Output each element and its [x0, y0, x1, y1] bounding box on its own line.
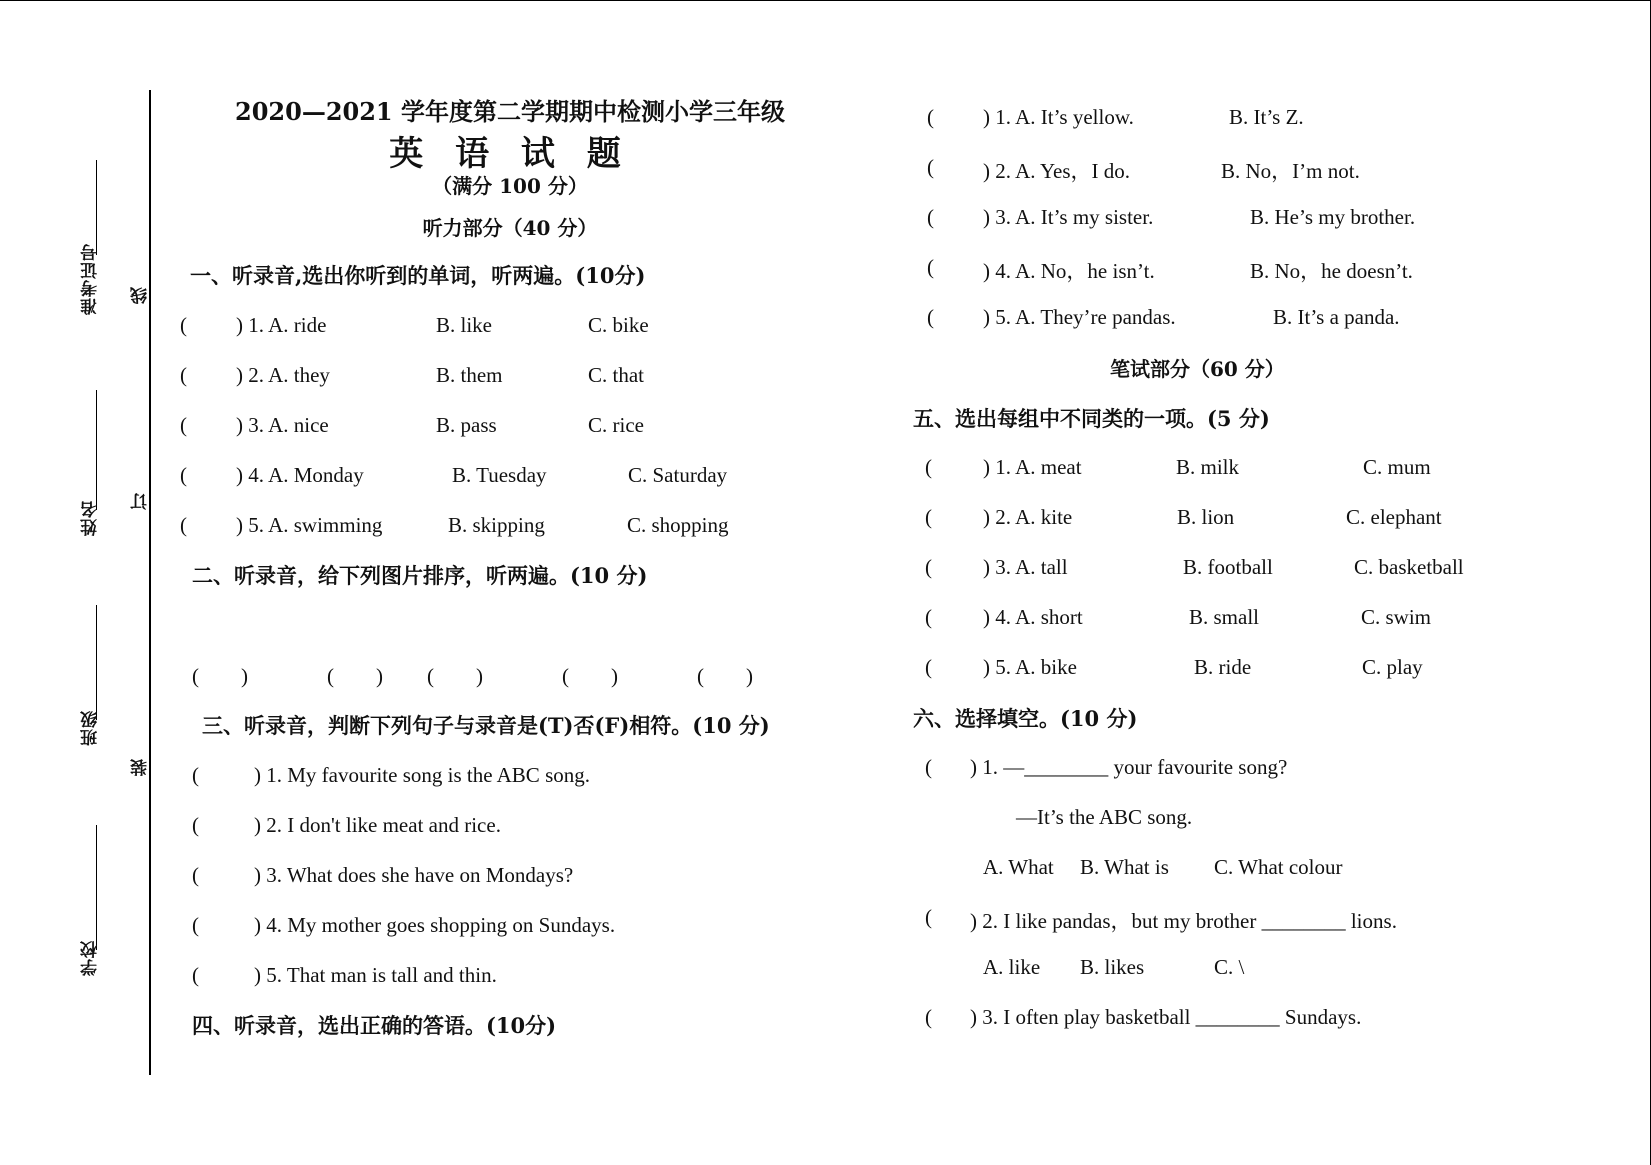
s1-q5-b: B. skipping	[448, 513, 545, 537]
section5-title: 五、选出每组中不同类的一项。(5 分)	[913, 406, 1270, 431]
s5-q1-b: B. milk	[1176, 455, 1240, 479]
answer-paren[interactable]: (	[927, 255, 934, 279]
answer-paren[interactable]: (	[927, 305, 934, 329]
school-label: 学校	[81, 940, 101, 976]
s4-q5-b: B. It’s a panda.	[1273, 305, 1400, 329]
answer-paren[interactable]: (	[192, 863, 199, 887]
s3-q1: ) 1. My favourite song is the ABC song.	[254, 763, 590, 787]
picture-order-blank-2[interactable]: ( )	[327, 664, 383, 688]
answer-paren[interactable]: (	[925, 605, 932, 629]
s4-q3-a: ) 3. A. It’s my sister.	[983, 205, 1154, 229]
s5-q4-c: C. swim	[1361, 605, 1432, 629]
answer-paren[interactable]: (	[180, 413, 187, 437]
name-label: 姓名	[81, 500, 101, 536]
exam-number-label: 准考证号	[81, 243, 101, 315]
s6-q2-opt-b: B. likes	[1080, 955, 1145, 979]
section1-title: 一、听录音,选出你听到的单词，听两遍。(10分)	[190, 263, 646, 288]
answer-paren[interactable]: (	[925, 655, 932, 679]
s1-q4-b: B. Tuesday	[452, 463, 547, 487]
s5-q3-b: B. football	[1183, 555, 1273, 579]
s1-q3-b: B. pass	[436, 413, 497, 437]
s1-q1-b: B. like	[436, 313, 492, 337]
picture-order-blank-3[interactable]: ( )	[427, 664, 483, 688]
answer-paren[interactable]: (	[192, 813, 199, 837]
answer-paren[interactable]: (	[927, 155, 934, 179]
s5-q4-a: ) 4. A. short	[983, 605, 1083, 629]
s6-q2-opt-a: A. like	[983, 955, 1041, 979]
s4-q2-b: B. No，I’m not.	[1221, 159, 1360, 183]
section2-title: 二、听录音，给下列图片排序，听两遍。(10 分)	[192, 563, 648, 588]
section3-title: 三、听录音，判断下列句子与录音是(T)否(F)相符。(10 分)	[202, 713, 770, 738]
s6-q2-opt-c: C. \	[1214, 955, 1245, 979]
answer-paren[interactable]: (	[925, 455, 932, 479]
s5-q5-b: B. ride	[1194, 655, 1252, 679]
s3-q2: ) 2. I don't like meat and rice.	[254, 813, 501, 837]
s4-q1-b: B. It’s Z.	[1229, 105, 1304, 129]
answer-paren[interactable]: (	[192, 963, 199, 987]
s5-q3-c: C. basketball	[1354, 555, 1464, 579]
s6-q1-opt-a: A. What	[983, 855, 1054, 879]
bind-char-xian: 线	[131, 286, 151, 304]
s4-q4-a: ) 4. A. No，he isn’t.	[983, 259, 1155, 283]
s5-q4-b: B. small	[1189, 605, 1260, 629]
s5-q2-a: ) 2. A. kite	[983, 505, 1073, 529]
s5-q1-a: ) 1. A. meat	[983, 455, 1082, 479]
s6-q1-answer: —It’s the ABC song.	[1016, 805, 1193, 829]
s5-q2-b: B. lion	[1177, 505, 1235, 529]
s1-q3-a: ) 3. A. nice	[236, 413, 329, 437]
answer-paren[interactable]: (	[192, 763, 199, 787]
picture-order-blank-4[interactable]: ( )	[562, 664, 618, 688]
listening-part-title: 听力部分（40 分）	[422, 216, 598, 240]
s1-q2-b: B. them	[436, 363, 503, 387]
s4-q1-a: ) 1. A. It’s yellow.	[983, 105, 1134, 129]
full-score: （满分 100 分）	[432, 174, 588, 198]
s6-q1-opt-c: C. What colour	[1214, 855, 1343, 879]
bind-char-ding: 订	[131, 492, 151, 510]
answer-paren[interactable]: (	[192, 913, 199, 937]
answer-paren[interactable]: (	[180, 363, 187, 387]
s1-q5-a: ) 5. A. swimming	[236, 513, 383, 537]
class-fill-line	[96, 605, 97, 720]
s6-q2: ) 2. I like pandas，but my brother ________ lions.	[970, 909, 1397, 933]
s3-q4: ) 4. My mother goes shopping on Sundays.	[254, 913, 616, 937]
exam-number-fill-line	[96, 160, 97, 255]
answer-paren[interactable]: (	[927, 205, 934, 229]
name-fill-line	[96, 390, 97, 510]
writing-part-title: 笔试部分（60 分）	[1110, 357, 1285, 381]
s1-q1-a: ) 1. A. ride	[236, 313, 327, 337]
class-label: 班级	[81, 710, 101, 746]
answer-paren[interactable]: (	[180, 513, 187, 537]
s4-q2-a: ) 2. A. Yes，I do.	[983, 159, 1131, 183]
s1-q4-a: ) 4. A. Monday	[236, 463, 364, 487]
s1-q4-c: C. Saturday	[628, 463, 728, 487]
s1-q2-a: ) 2. A. they	[236, 363, 330, 387]
s1-q2-c: C. that	[588, 363, 644, 387]
s6-q3: ) 3. I often play basketball ________ Sundays.	[970, 1005, 1362, 1029]
s6-q1: ) 1. —________ your favourite song?	[970, 755, 1288, 779]
s6-q1-opt-b: B. What is	[1080, 855, 1169, 879]
s5-q2-c: C. elephant	[1346, 505, 1442, 529]
picture-order-blank-5[interactable]: ( )	[697, 664, 753, 688]
s5-q5-a: ) 5. A. bike	[983, 655, 1077, 679]
subject-title: 英 语 试 题	[389, 134, 631, 174]
answer-paren[interactable]: (	[925, 1005, 932, 1029]
s4-q3-b: B. He’s my brother.	[1250, 205, 1416, 229]
school-fill-line	[96, 825, 97, 950]
s1-q1-c: C. bike	[588, 313, 649, 337]
s3-q5: ) 5. That man is tall and thin.	[254, 963, 497, 987]
bind-char-zhuang: 装	[131, 758, 151, 776]
exam-heading: 2020—2021 学年度第二学期期中检测小学三年级	[235, 97, 785, 126]
s1-q3-c: C. rice	[588, 413, 644, 437]
answer-paren[interactable]: (	[925, 505, 932, 529]
page-border-top	[0, 0, 1651, 1]
answer-paren[interactable]: (	[925, 555, 932, 579]
answer-paren[interactable]: (	[180, 463, 187, 487]
s5-q1-c: C. mum	[1363, 455, 1431, 479]
s4-q5-a: ) 5. A. They’re pandas.	[983, 305, 1176, 329]
section6-title: 六、选择填空。(10 分)	[913, 706, 1138, 731]
binding-line	[149, 90, 151, 1075]
s5-q3-a: ) 3. A. tall	[983, 555, 1068, 579]
answer-paren[interactable]: (	[925, 905, 932, 929]
s4-q4-b: B. No，he doesn’t.	[1250, 259, 1413, 283]
picture-order-blank-1[interactable]: ( )	[192, 664, 248, 688]
answer-paren[interactable]: (	[925, 755, 932, 779]
section4-title: 四、听录音，选出正确的答语。(10分)	[192, 1013, 557, 1038]
answer-paren[interactable]: (	[180, 313, 187, 337]
answer-paren[interactable]: (	[927, 105, 934, 129]
s1-q5-c: C. shopping	[627, 513, 729, 537]
s5-q5-c: C. play	[1362, 655, 1423, 679]
s3-q3: ) 3. What does she have on Mondays?	[254, 863, 574, 887]
